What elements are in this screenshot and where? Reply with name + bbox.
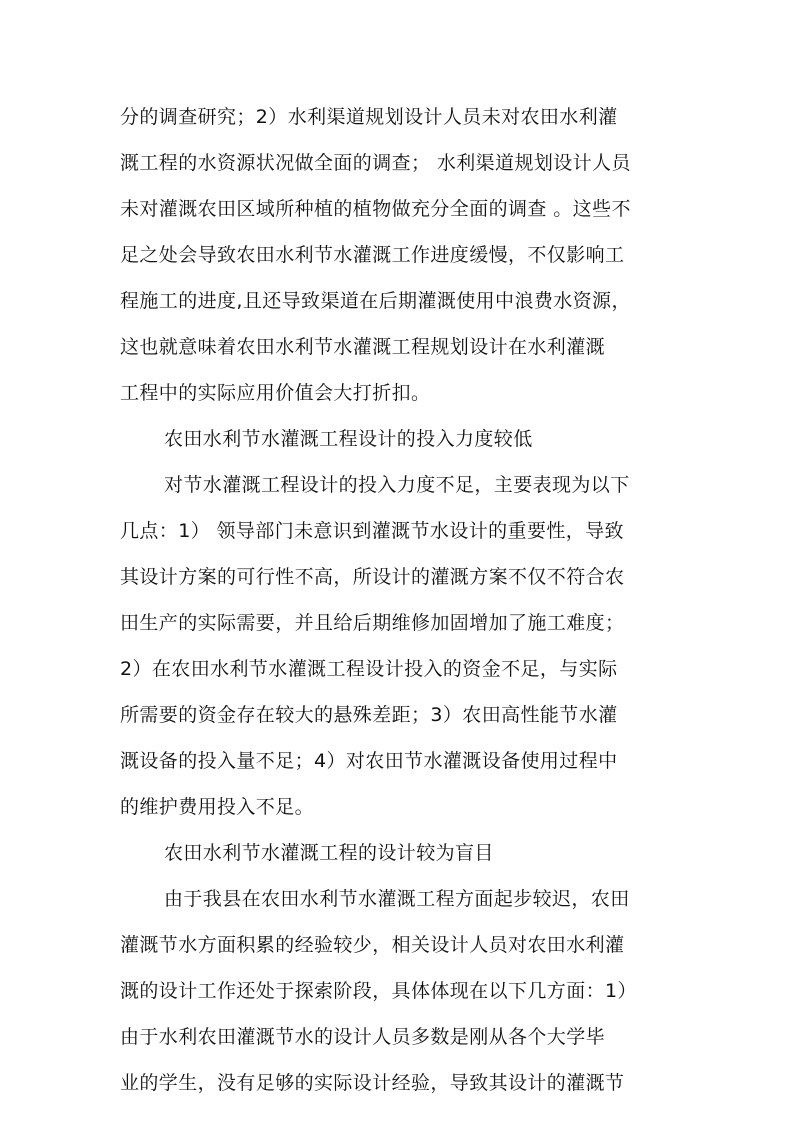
text-line: 的维护费用投入不足。 [120, 796, 315, 818]
paragraph-first-line: 对节水灌溉工程设计的投入力度不足，主要表现为以下 [164, 474, 630, 496]
text-line: 未对灌溉农田区域所种植的植物做充分全面的调查 。这些不 [120, 198, 631, 220]
text-line: 程施工的进度,且还导致渠道在后期灌溉使用中浪费水资源， [120, 290, 631, 312]
text-line: 这也就意味着农田水利节水灌溉工程规划设计在水利灌溉 [120, 336, 606, 358]
section-heading: 农田水利节水灌溉工程的设计较为盲目 [164, 842, 494, 864]
text-line: 灌溉节水方面积累的经验较少，相关设计人员对农田水利灌 [120, 934, 625, 956]
text-line: 业的学生，没有足够的实际设计经验，导致其设计的灌溉节 [120, 1072, 625, 1094]
text-line: 工程中的实际应用价值会大打折扣。 [120, 382, 431, 404]
text-line: 2）在农田水利节水灌溉工程设计投入的资金不足，与实际 [120, 658, 618, 680]
text-line: 其设计方案的可行性不高，所设计的灌溉方案不仅不符合农 [120, 566, 625, 588]
text-line: 溉设备的投入量不足；4）对农田节水灌溉设备使用过程中 [120, 750, 618, 772]
text-line: 足之处会导致农田水利节水灌溉工作进度缓慢，不仅影响工 [120, 244, 625, 266]
text-line: 溉工程的水资源状况做全面的调查； 水利渠道规划设计人员 [120, 152, 631, 174]
text-line: 几点：1） 领导部门未意识到灌溉节水设计的重要性，导致 [120, 520, 624, 542]
section-heading: 农田水利节水灌溉工程设计的投入力度较低 [164, 428, 533, 450]
text-line: 分的调查研究；2）水利渠道规划设计人员未对农田水利灌 [120, 106, 618, 128]
text-line: 田生产的实际需要，并且给后期维修加固增加了施工难度； [120, 612, 625, 634]
text-line: 溉的设计工作还处于探索阶段，具体体现在以下几方面：1） [120, 980, 637, 1002]
text-line: 所需要的资金存在较大的悬殊差距；3）农田高性能节水灌 [120, 704, 618, 726]
text-line: 由于水利农田灌溉节水的设计人员多数是刚从各个大学毕 [120, 1026, 606, 1048]
paragraph-first-line: 由于我县在农田水利节水灌溉工程方面起步较迟，农田 [164, 888, 630, 910]
